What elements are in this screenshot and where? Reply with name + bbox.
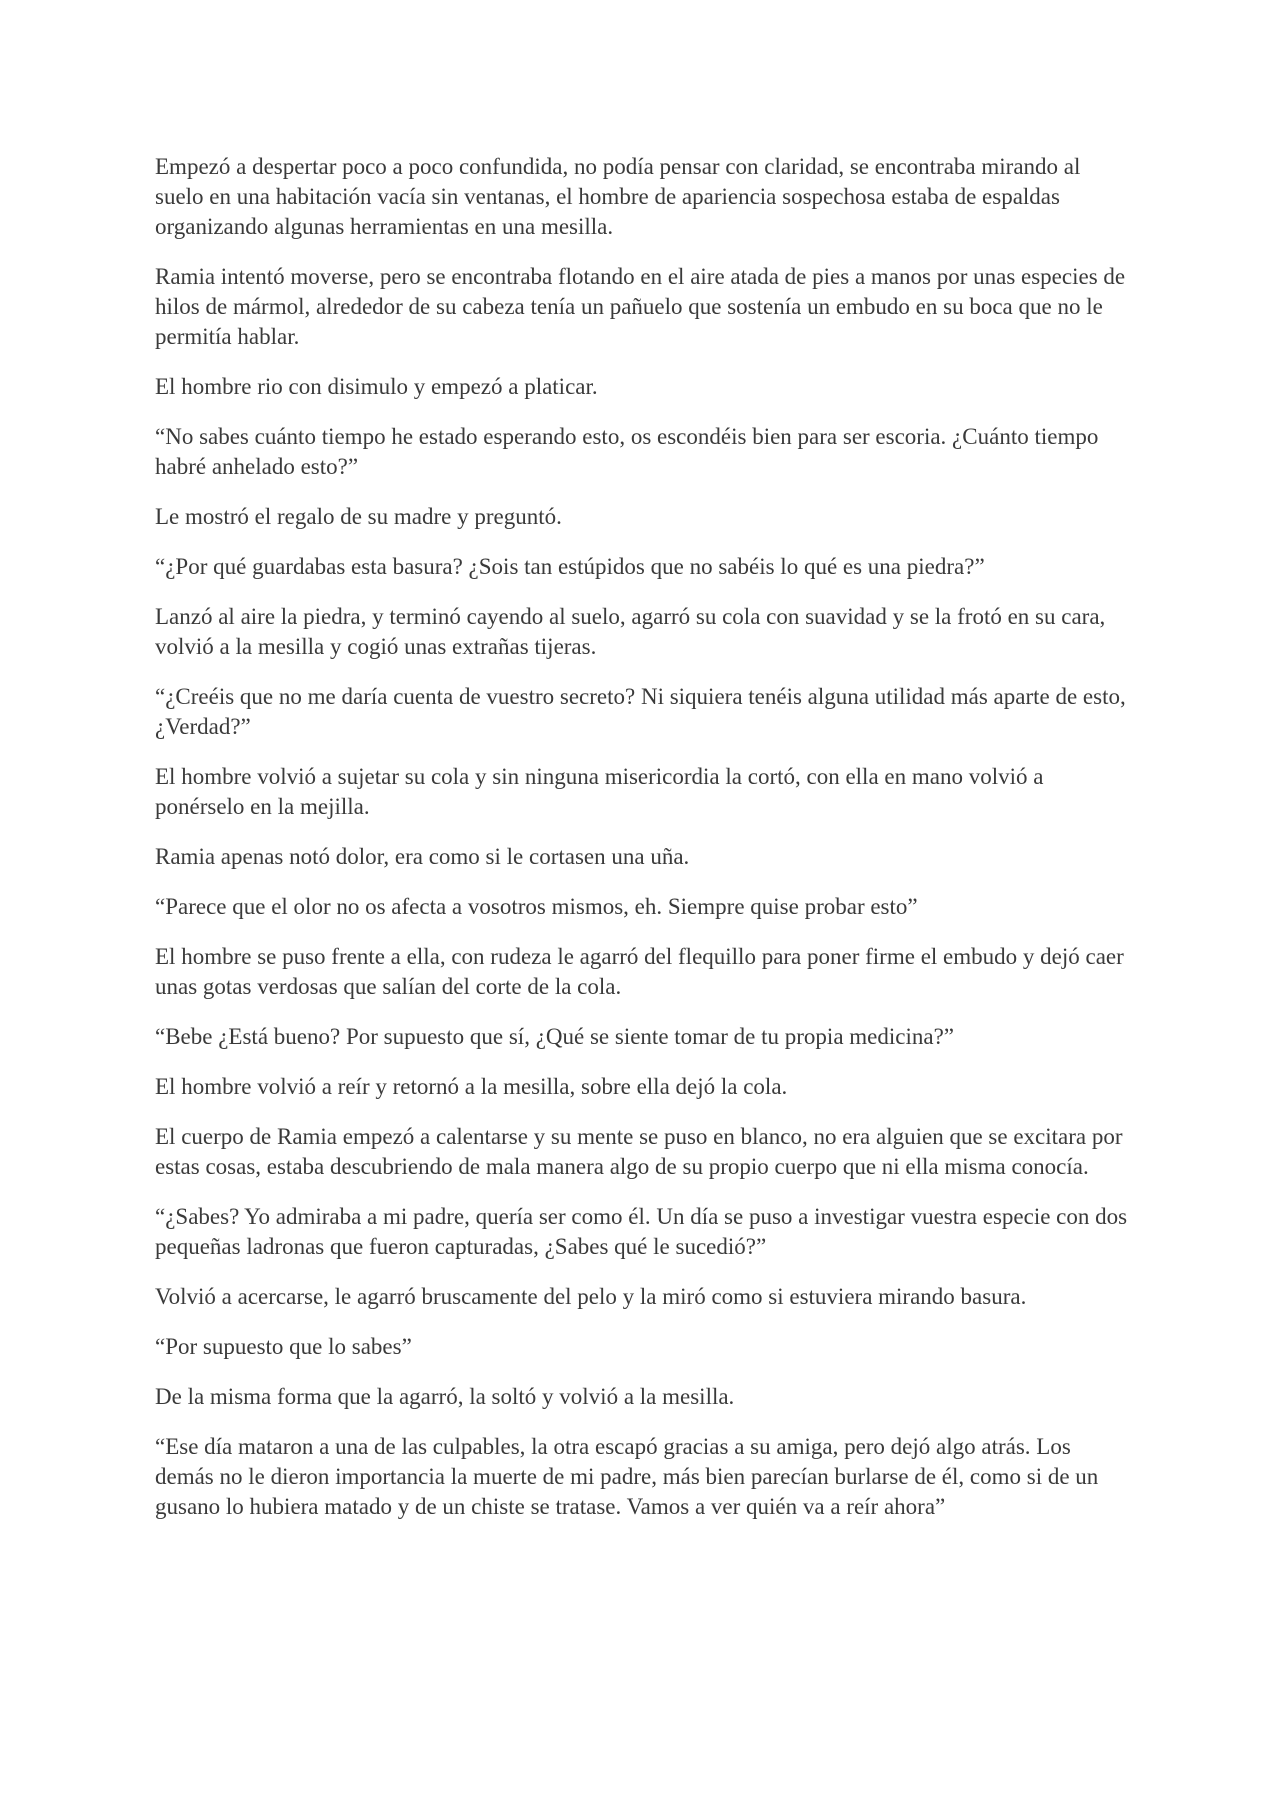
paragraph: “¿Sabes? Yo admiraba a mi padre, quería ser como él. Un día se puso a investigar vuestra especie con dos pequeñas ladronas que fueron capturadas, ¿Sabes qué le sucedió?” xyxy=(155,1204,1128,1259)
paragraph: El hombre se puso frente a ella, con rudeza le agarró del flequillo para poner firme el embudo y dejó caer unas gotas verdosas que salían del corte de la cola. xyxy=(155,944,1124,999)
paragraph: Ramia intentó moverse, pero se encontraba flotando en el aire atada de pies a manos por unas especies de hilos de mármol, alrededor de su cabeza tenía un pañuelo que sostenía un embudo en su boca que no le permitía hablar. xyxy=(155,264,1126,349)
paragraph: “No sabes cuánto tiempo he estado esperando esto, os escondéis bien para ser escoria. ¿Cuánto tiempo habré anhelado esto?” xyxy=(155,424,1099,479)
paragraph: Empezó a despertar poco a poco confundida, no podía pensar con claridad, se encontraba mirando al suelo en una habitación vacía sin ventanas, el hombre de apariencia sospechosa estaba de espaldas organizando algunas herramientas en una mesilla. xyxy=(155,154,1081,239)
paragraph: “¿Creéis que no me daría cuenta de vuestro secreto? Ni siquiera tenéis alguna utilidad más aparte de esto, ¿Verdad?” xyxy=(155,684,1126,739)
paragraph: El cuerpo de Ramia empezó a calentarse y su mente se puso en blanco, no era alguien que se excitara por estas cosas, estaba descubriendo de mala manera algo de su propio cuerpo que ni ella misma conocía. xyxy=(155,1124,1123,1179)
paragraph: Le mostró el regalo de su madre y preguntó. xyxy=(155,504,562,529)
paragraph: “Parece que el olor no os afecta a vosotros mismos, eh. Siempre quise probar esto” xyxy=(155,894,918,919)
paragraph: El hombre volvió a sujetar su cola y sin ninguna misericordia la cortó, con ella en mano volvió a ponérselo en la mejilla. xyxy=(155,764,1044,819)
paragraph: El hombre volvió a reír y retornó a la mesilla, sobre ella dejó la cola. xyxy=(155,1074,788,1099)
paragraph: “Ese día mataron a una de las culpables, la otra escapó gracias a su amiga, pero dejó algo atrás. Los demás no le dieron importancia la muerte de mi padre, más bien parecían burlarse de él, como si de un gusano lo hubiera matado y de un chiste se tratase. Vamos a ver quién va a reír ahora” xyxy=(155,1434,1099,1519)
paragraph: De la misma forma que la agarró, la soltó y volvió a la mesilla. xyxy=(155,1384,735,1409)
paragraph: El hombre rio con disimulo y empezó a platicar. xyxy=(155,374,598,399)
paragraph: Volvió a acercarse, le agarró bruscamente del pelo y la miró como si estuviera mirando basura. xyxy=(155,1284,1027,1309)
paragraph: “¿Por qué guardabas esta basura? ¿Sois tan estúpidos que no sabéis lo qué es una piedra?” xyxy=(155,554,985,579)
document-body xyxy=(155,152,1130,1542)
paragraph: Ramia apenas notó dolor, era como si le cortasen una uña. xyxy=(155,844,690,869)
paragraph: Lanzó al aire la piedra, y terminó cayendo al suelo, agarró su cola con suavidad y se la frotó en su cara, volvió a la mesilla y cogió unas extrañas tijeras. xyxy=(155,604,1106,659)
paragraph: “Por supuesto que lo sabes” xyxy=(155,1334,412,1359)
paragraph: “Bebe ¿Está bueno? Por supuesto que sí, ¿Qué se siente tomar de tu propia medicina?” xyxy=(155,1024,954,1049)
